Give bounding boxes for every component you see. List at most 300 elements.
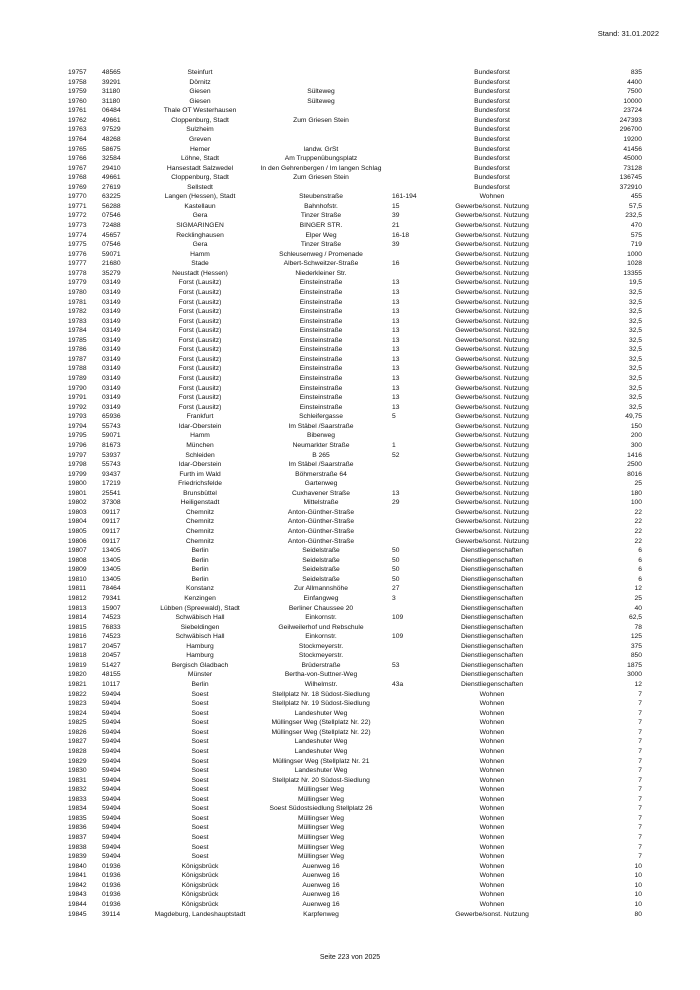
- house-number: [388, 823, 432, 833]
- usage-type: Dienstliegenschaften: [460, 566, 524, 574]
- row-number: 19788: [68, 365, 87, 373]
- municipality: Idar-Oberstein: [178, 422, 222, 430]
- usage-type: Dienstliegenschaften: [460, 652, 524, 660]
- postal-code: 39291: [102, 78, 121, 86]
- area-value: 32,5: [628, 336, 642, 344]
- row-number: 19836: [68, 824, 87, 832]
- street: Müllingser Weg: [298, 824, 344, 832]
- postal-code: 49661: [102, 116, 121, 124]
- table-row: [68, 757, 660, 767]
- postal-code: 59494: [102, 814, 121, 822]
- row-number: 19812: [68, 594, 87, 602]
- postal-code: 13405: [102, 547, 121, 555]
- municipality: Soest: [191, 843, 209, 851]
- usage-type: Bundesforst: [474, 164, 510, 172]
- usage-type: Wohnen: [479, 767, 505, 775]
- row-number: 19786: [68, 346, 87, 354]
- house-number: 161-194: [392, 193, 417, 201]
- street: Müllingser Weg: [298, 786, 344, 794]
- street: Wilhelmstr.: [304, 681, 338, 688]
- municipality: Soest: [191, 814, 209, 822]
- area-value: 12: [634, 681, 642, 688]
- postal-code: 65936: [102, 413, 121, 421]
- table-row: [68, 709, 660, 719]
- municipality: Forst (Lausitz): [178, 298, 222, 306]
- house-number: [388, 728, 432, 738]
- house-number: [388, 670, 432, 680]
- usage-type: Dienstliegenschaften: [460, 671, 524, 679]
- postal-code: 27619: [102, 183, 121, 191]
- postal-code: 59494: [102, 700, 121, 708]
- table-row: [68, 164, 660, 174]
- row-number: 19794: [68, 422, 87, 430]
- municipality: Schleiden: [185, 451, 215, 459]
- area-value: 23724: [623, 107, 642, 115]
- usage-type: Gewerbe/sonst. Nutzung: [455, 422, 529, 430]
- area-value: 7: [638, 795, 642, 803]
- street: Steubenstraße: [299, 193, 343, 201]
- postal-code: 59494: [102, 843, 121, 851]
- table-row: [68, 211, 660, 221]
- row-number: 19775: [68, 241, 87, 249]
- street: Zur Allmannshöhe: [294, 585, 348, 593]
- house-number: 13: [392, 403, 400, 411]
- area-value: 32,5: [628, 308, 642, 316]
- area-value: 7: [638, 690, 642, 698]
- row-number: 19792: [68, 403, 87, 411]
- street: Gartenweg: [304, 480, 338, 488]
- area-value: 7: [638, 834, 642, 841]
- area-value: 7: [638, 747, 642, 755]
- house-number: [388, 422, 432, 432]
- usage-type: Gewerbe/sonst. Nutzung: [455, 279, 529, 287]
- area-value: 41456: [623, 145, 642, 153]
- table-row: [68, 470, 660, 480]
- house-number: [388, 183, 432, 193]
- row-number: 19771: [68, 202, 87, 210]
- area-value: 10: [634, 862, 642, 870]
- area-value: 7: [638, 709, 642, 717]
- street: Einkornstr.: [305, 614, 337, 622]
- postal-code: 13405: [102, 566, 121, 574]
- postal-code: 03149: [102, 384, 121, 392]
- street: Schleusenweg / Promenade: [279, 250, 363, 258]
- table-row: [68, 670, 660, 680]
- municipality: Idar-Oberstein: [178, 461, 222, 469]
- usage-type: Wohnen: [479, 709, 505, 717]
- area-value: 180: [630, 489, 642, 497]
- usage-type: Gewerbe/sonst. Nutzung: [455, 241, 529, 249]
- usage-type: Gewerbe/sonst. Nutzung: [455, 317, 529, 325]
- row-number: 19763: [68, 126, 87, 134]
- row-number: 19761: [68, 107, 87, 115]
- postal-code: 07546: [102, 212, 121, 220]
- table-row: [68, 489, 660, 499]
- table-row: [68, 871, 660, 881]
- table-row: [68, 594, 660, 604]
- municipality: Soest: [191, 690, 209, 698]
- postal-code: 59494: [102, 776, 121, 784]
- row-number: 19762: [68, 116, 87, 124]
- house-number: 13: [392, 279, 400, 287]
- table-row: [68, 881, 660, 891]
- stand-date: Stand: 31.01.2022: [597, 29, 659, 38]
- postal-code: 06484: [102, 107, 121, 115]
- table-row: [68, 78, 660, 88]
- row-number: 19839: [68, 853, 87, 861]
- row-number: 19766: [68, 155, 87, 163]
- table-row: [68, 221, 660, 231]
- street: Einsteinstraße: [299, 355, 343, 363]
- table-row: [68, 737, 660, 747]
- house-number: [388, 250, 432, 260]
- row-number: 19810: [68, 575, 87, 583]
- area-value: 78: [634, 623, 642, 631]
- area-value: 1028: [627, 260, 642, 268]
- municipality: Chemnitz: [185, 528, 215, 535]
- table-row: [68, 556, 660, 566]
- house-number: [388, 843, 432, 853]
- municipality: Siebeldingen: [180, 623, 220, 631]
- area-value: 7: [638, 757, 642, 765]
- area-value: 1875: [627, 661, 642, 669]
- house-number: 13: [392, 489, 400, 497]
- usage-type: Wohnen: [479, 728, 505, 736]
- house-number: 13: [392, 346, 400, 354]
- municipality: Hamburg: [186, 642, 214, 650]
- house-number: [388, 757, 432, 767]
- house-number: 13: [392, 308, 400, 316]
- house-number: [388, 776, 432, 786]
- table-row: [68, 116, 660, 126]
- street: Elper Weg: [305, 231, 337, 239]
- house-number: 29: [392, 499, 400, 507]
- postal-code: 59494: [102, 709, 121, 717]
- table-row: [68, 135, 660, 145]
- house-number: [388, 900, 432, 910]
- table-row: [68, 87, 660, 97]
- usage-type: Bundesforst: [474, 135, 510, 143]
- postal-code: 59494: [102, 757, 121, 765]
- postal-code: 03149: [102, 327, 121, 335]
- postal-code: 72488: [102, 222, 121, 229]
- postal-code: 49661: [102, 174, 121, 182]
- postal-code: 03149: [102, 317, 121, 325]
- usage-type: Gewerbe/sonst. Nutzung: [455, 413, 529, 421]
- area-value: 4400: [627, 78, 642, 86]
- area-value: 49,75: [625, 413, 642, 421]
- area-value: 8016: [627, 470, 642, 478]
- usage-type: Dienstliegenschaften: [460, 547, 524, 555]
- usage-type: Gewerbe/sonst. Nutzung: [455, 910, 529, 918]
- municipality: Hansestadt Salzwedel: [166, 164, 234, 172]
- postal-code: 37308: [102, 499, 121, 507]
- row-number: 19826: [68, 728, 87, 736]
- table-row: [68, 412, 660, 422]
- house-number: [388, 517, 432, 527]
- row-number: 19830: [68, 767, 87, 775]
- table-row: [68, 192, 660, 202]
- usage-type: Gewerbe/sonst. Nutzung: [455, 298, 529, 306]
- row-number: 19769: [68, 183, 87, 191]
- street: Geilweilerhof und Rebschule: [278, 623, 364, 631]
- area-value: 80: [634, 910, 642, 918]
- row-number: 19768: [68, 174, 87, 182]
- table-row: [68, 298, 660, 308]
- area-value: 125: [630, 633, 642, 641]
- street: Zum Griesen Stein: [293, 174, 349, 182]
- municipality: Hamm: [190, 250, 210, 258]
- house-number: 13: [392, 355, 400, 363]
- house-number: 1: [392, 441, 396, 449]
- usage-type: Gewerbe/sonst. Nutzung: [455, 537, 529, 545]
- usage-type: Gewerbe/sonst. Nutzung: [455, 384, 529, 392]
- table-row: [68, 259, 660, 269]
- street: Landeshuter Weg: [294, 767, 348, 775]
- street: Karpfenweg: [303, 910, 339, 918]
- usage-type: Wohnen: [479, 193, 505, 201]
- municipality: Löhne, Stadt: [181, 155, 219, 163]
- row-number: 19845: [68, 910, 87, 918]
- street: Tinzer Straße: [300, 241, 342, 249]
- row-number: 19764: [68, 135, 87, 143]
- row-number: 19781: [68, 298, 87, 306]
- municipality: Forst (Lausitz): [178, 375, 222, 382]
- area-value: 32,5: [628, 355, 642, 363]
- municipality: Greven: [189, 135, 211, 143]
- table-row: [68, 604, 660, 614]
- municipality: Forst (Lausitz): [178, 336, 222, 344]
- postal-code: 51427: [102, 661, 121, 669]
- table-row: [68, 393, 660, 403]
- row-number: 19840: [68, 862, 87, 870]
- row-number: 19760: [68, 97, 87, 105]
- row-number: 19799: [68, 470, 87, 478]
- house-number: 50: [392, 556, 400, 564]
- house-number: 27: [392, 585, 400, 593]
- street: Müllingser Weg (Stellplatz Nr. 22): [271, 719, 371, 727]
- postal-code: 13405: [102, 575, 121, 583]
- house-number: 52: [392, 451, 400, 459]
- table-row: [68, 125, 660, 135]
- table-row: [68, 613, 660, 623]
- house-number: [388, 604, 432, 614]
- house-number: 16: [392, 260, 400, 268]
- postal-code: 21680: [102, 260, 121, 268]
- row-number: 19770: [68, 193, 87, 201]
- house-number: [388, 145, 432, 155]
- usage-type: Gewerbe/sonst. Nutzung: [455, 470, 529, 478]
- row-number: 19778: [68, 269, 87, 277]
- municipality: Konstanz: [186, 585, 214, 593]
- area-value: 10: [634, 881, 642, 889]
- postal-code: 07546: [102, 241, 121, 249]
- row-number: 19841: [68, 872, 87, 880]
- table-row: [68, 517, 660, 527]
- postal-code: 48565: [102, 69, 121, 76]
- street: Soest Südostsiedlung Stellplatz 26: [269, 805, 373, 813]
- row-number: 19798: [68, 461, 87, 469]
- usage-type: Gewerbe/sonst. Nutzung: [455, 461, 529, 469]
- house-number: 13: [392, 336, 400, 344]
- table-row: [68, 336, 660, 346]
- street: Brüderstraße: [301, 661, 341, 669]
- usage-type: Gewerbe/sonst. Nutzung: [455, 441, 529, 449]
- municipality: Gera: [192, 212, 208, 220]
- row-number: 19806: [68, 537, 87, 545]
- street: Seidelstraße: [302, 575, 340, 583]
- row-number: 19805: [68, 528, 87, 535]
- street: Einsteinstraße: [299, 394, 343, 402]
- postal-code: 93437: [102, 470, 121, 478]
- postal-code: 03149: [102, 375, 121, 382]
- street: Berliner Chaussee 20: [288, 604, 354, 612]
- usage-type: Wohnen: [479, 805, 505, 813]
- table-row: [68, 154, 660, 164]
- street: Müllingser Weg: [298, 834, 344, 841]
- table-row: [68, 680, 660, 690]
- street: [254, 183, 388, 193]
- table-row: [68, 766, 660, 776]
- municipality: Berlin: [191, 547, 209, 555]
- usage-type: Wohnen: [479, 824, 505, 832]
- house-number: [388, 852, 432, 862]
- municipality: Berlin: [191, 575, 209, 583]
- row-number: 19809: [68, 566, 87, 574]
- row-number: 19759: [68, 88, 87, 96]
- usage-type: Gewerbe/sonst. Nutzung: [455, 346, 529, 354]
- municipality: Hamburg: [186, 652, 214, 660]
- postal-code: 59494: [102, 719, 121, 727]
- table-row: [68, 374, 660, 384]
- usage-type: Dienstliegenschaften: [460, 614, 524, 622]
- table-row: [68, 403, 660, 413]
- street: Einsteinstraße: [299, 308, 343, 316]
- postal-code: 63225: [102, 193, 121, 201]
- house-number: 13: [392, 317, 400, 325]
- area-value: 32,5: [628, 298, 642, 306]
- area-value: 19,5: [628, 279, 642, 287]
- municipality: Soest: [191, 747, 209, 755]
- row-number: 19780: [68, 288, 87, 296]
- municipality: Soest: [191, 824, 209, 832]
- postal-code: 59494: [102, 853, 121, 861]
- usage-type: Wohnen: [479, 891, 505, 899]
- municipality: Cloppenburg, Stadt: [171, 174, 229, 182]
- usage-type: Gewerbe/sonst. Nutzung: [455, 202, 529, 210]
- postal-code: 10117: [102, 681, 121, 688]
- usage-type: Wohnen: [479, 900, 505, 908]
- row-number: 19838: [68, 843, 87, 851]
- usage-type: Gewerbe/sonst. Nutzung: [455, 222, 529, 229]
- street: Schleifergasse: [299, 413, 343, 421]
- usage-type: Gewerbe/sonst. Nutzung: [455, 499, 529, 507]
- postal-code: 03149: [102, 394, 121, 402]
- usage-type: Wohnen: [479, 719, 505, 727]
- street: Anton-Günther-Straße: [287, 508, 355, 516]
- street: Einsteinstraße: [299, 336, 343, 344]
- house-number: [388, 527, 432, 537]
- usage-type: Dienstliegenschaften: [460, 585, 524, 593]
- street: Einsteinstraße: [299, 365, 343, 373]
- postal-code: 09117: [102, 537, 121, 545]
- area-value: 32,5: [628, 346, 642, 354]
- row-number: 19813: [68, 604, 87, 612]
- municipality: Forst (Lausitz): [178, 288, 222, 296]
- area-value: 100: [630, 499, 642, 507]
- table-row: [68, 546, 660, 556]
- municipality: Lübben (Spreewald), Stadt: [160, 604, 240, 612]
- table-row: [68, 145, 660, 155]
- house-number: [388, 747, 432, 757]
- municipality: Recklinghausen: [176, 231, 224, 239]
- municipality: Schwäbisch Hall: [175, 614, 225, 622]
- municipality: Giesen: [189, 88, 211, 96]
- usage-type: Gewerbe/sonst. Nutzung: [455, 250, 529, 258]
- postal-code: 59494: [102, 834, 121, 841]
- street: Cuxhavener Straße: [292, 489, 350, 497]
- municipality: Bergisch Gladbach: [171, 661, 229, 669]
- usage-type: Bundesforst: [474, 107, 510, 115]
- postal-code: 03149: [102, 308, 121, 316]
- row-number: 19808: [68, 556, 87, 564]
- row-number: 19779: [68, 279, 87, 287]
- postal-code: 03149: [102, 346, 121, 354]
- house-number: 13: [392, 327, 400, 335]
- street: [254, 125, 388, 135]
- house-number: 39: [392, 241, 400, 249]
- area-value: 7500: [627, 88, 642, 96]
- street: Einsteinstraße: [299, 384, 343, 392]
- street: Sülteweg: [307, 88, 335, 96]
- municipality: Kenzingen: [184, 594, 216, 602]
- page-number: Seite 223 von 2025: [319, 954, 381, 961]
- usage-type: Wohnen: [479, 872, 505, 880]
- usage-type: Dienstliegenschaften: [460, 642, 524, 650]
- table-row: [68, 862, 660, 872]
- table-row: [68, 68, 660, 78]
- usage-type: Bundesforst: [474, 126, 510, 134]
- usage-type: Gewerbe/sonst. Nutzung: [455, 365, 529, 373]
- street: Stockmeyerstr.: [298, 642, 344, 650]
- municipality: Chemnitz: [185, 518, 215, 526]
- street: Einsteinstraße: [299, 279, 343, 287]
- row-number: 19835: [68, 814, 87, 822]
- municipality: Brunsbüttel: [183, 489, 217, 497]
- table-row: [68, 661, 660, 671]
- municipality: Forst (Lausitz): [178, 384, 222, 392]
- street: [254, 68, 388, 78]
- usage-type: Gewerbe/sonst. Nutzung: [455, 260, 529, 268]
- table-row: [68, 537, 660, 547]
- house-number: 50: [392, 547, 400, 555]
- street: Auenweg 16: [302, 900, 340, 908]
- street: Müllingser Weg: [298, 853, 344, 861]
- street: Tinzer Straße: [300, 212, 342, 220]
- usage-type: Gewerbe/sonst. Nutzung: [455, 269, 529, 277]
- postal-code: 59494: [102, 805, 121, 813]
- street: Seidelstraße: [302, 547, 340, 555]
- table-row: [68, 900, 660, 910]
- house-number: [388, 718, 432, 728]
- row-number: 19822: [68, 690, 87, 698]
- table-row: [68, 231, 660, 241]
- area-value: 7: [638, 728, 642, 736]
- house-number: 13: [392, 375, 400, 382]
- table-row: [68, 795, 660, 805]
- street: Auenweg 16: [302, 881, 340, 889]
- table-row: [68, 183, 660, 193]
